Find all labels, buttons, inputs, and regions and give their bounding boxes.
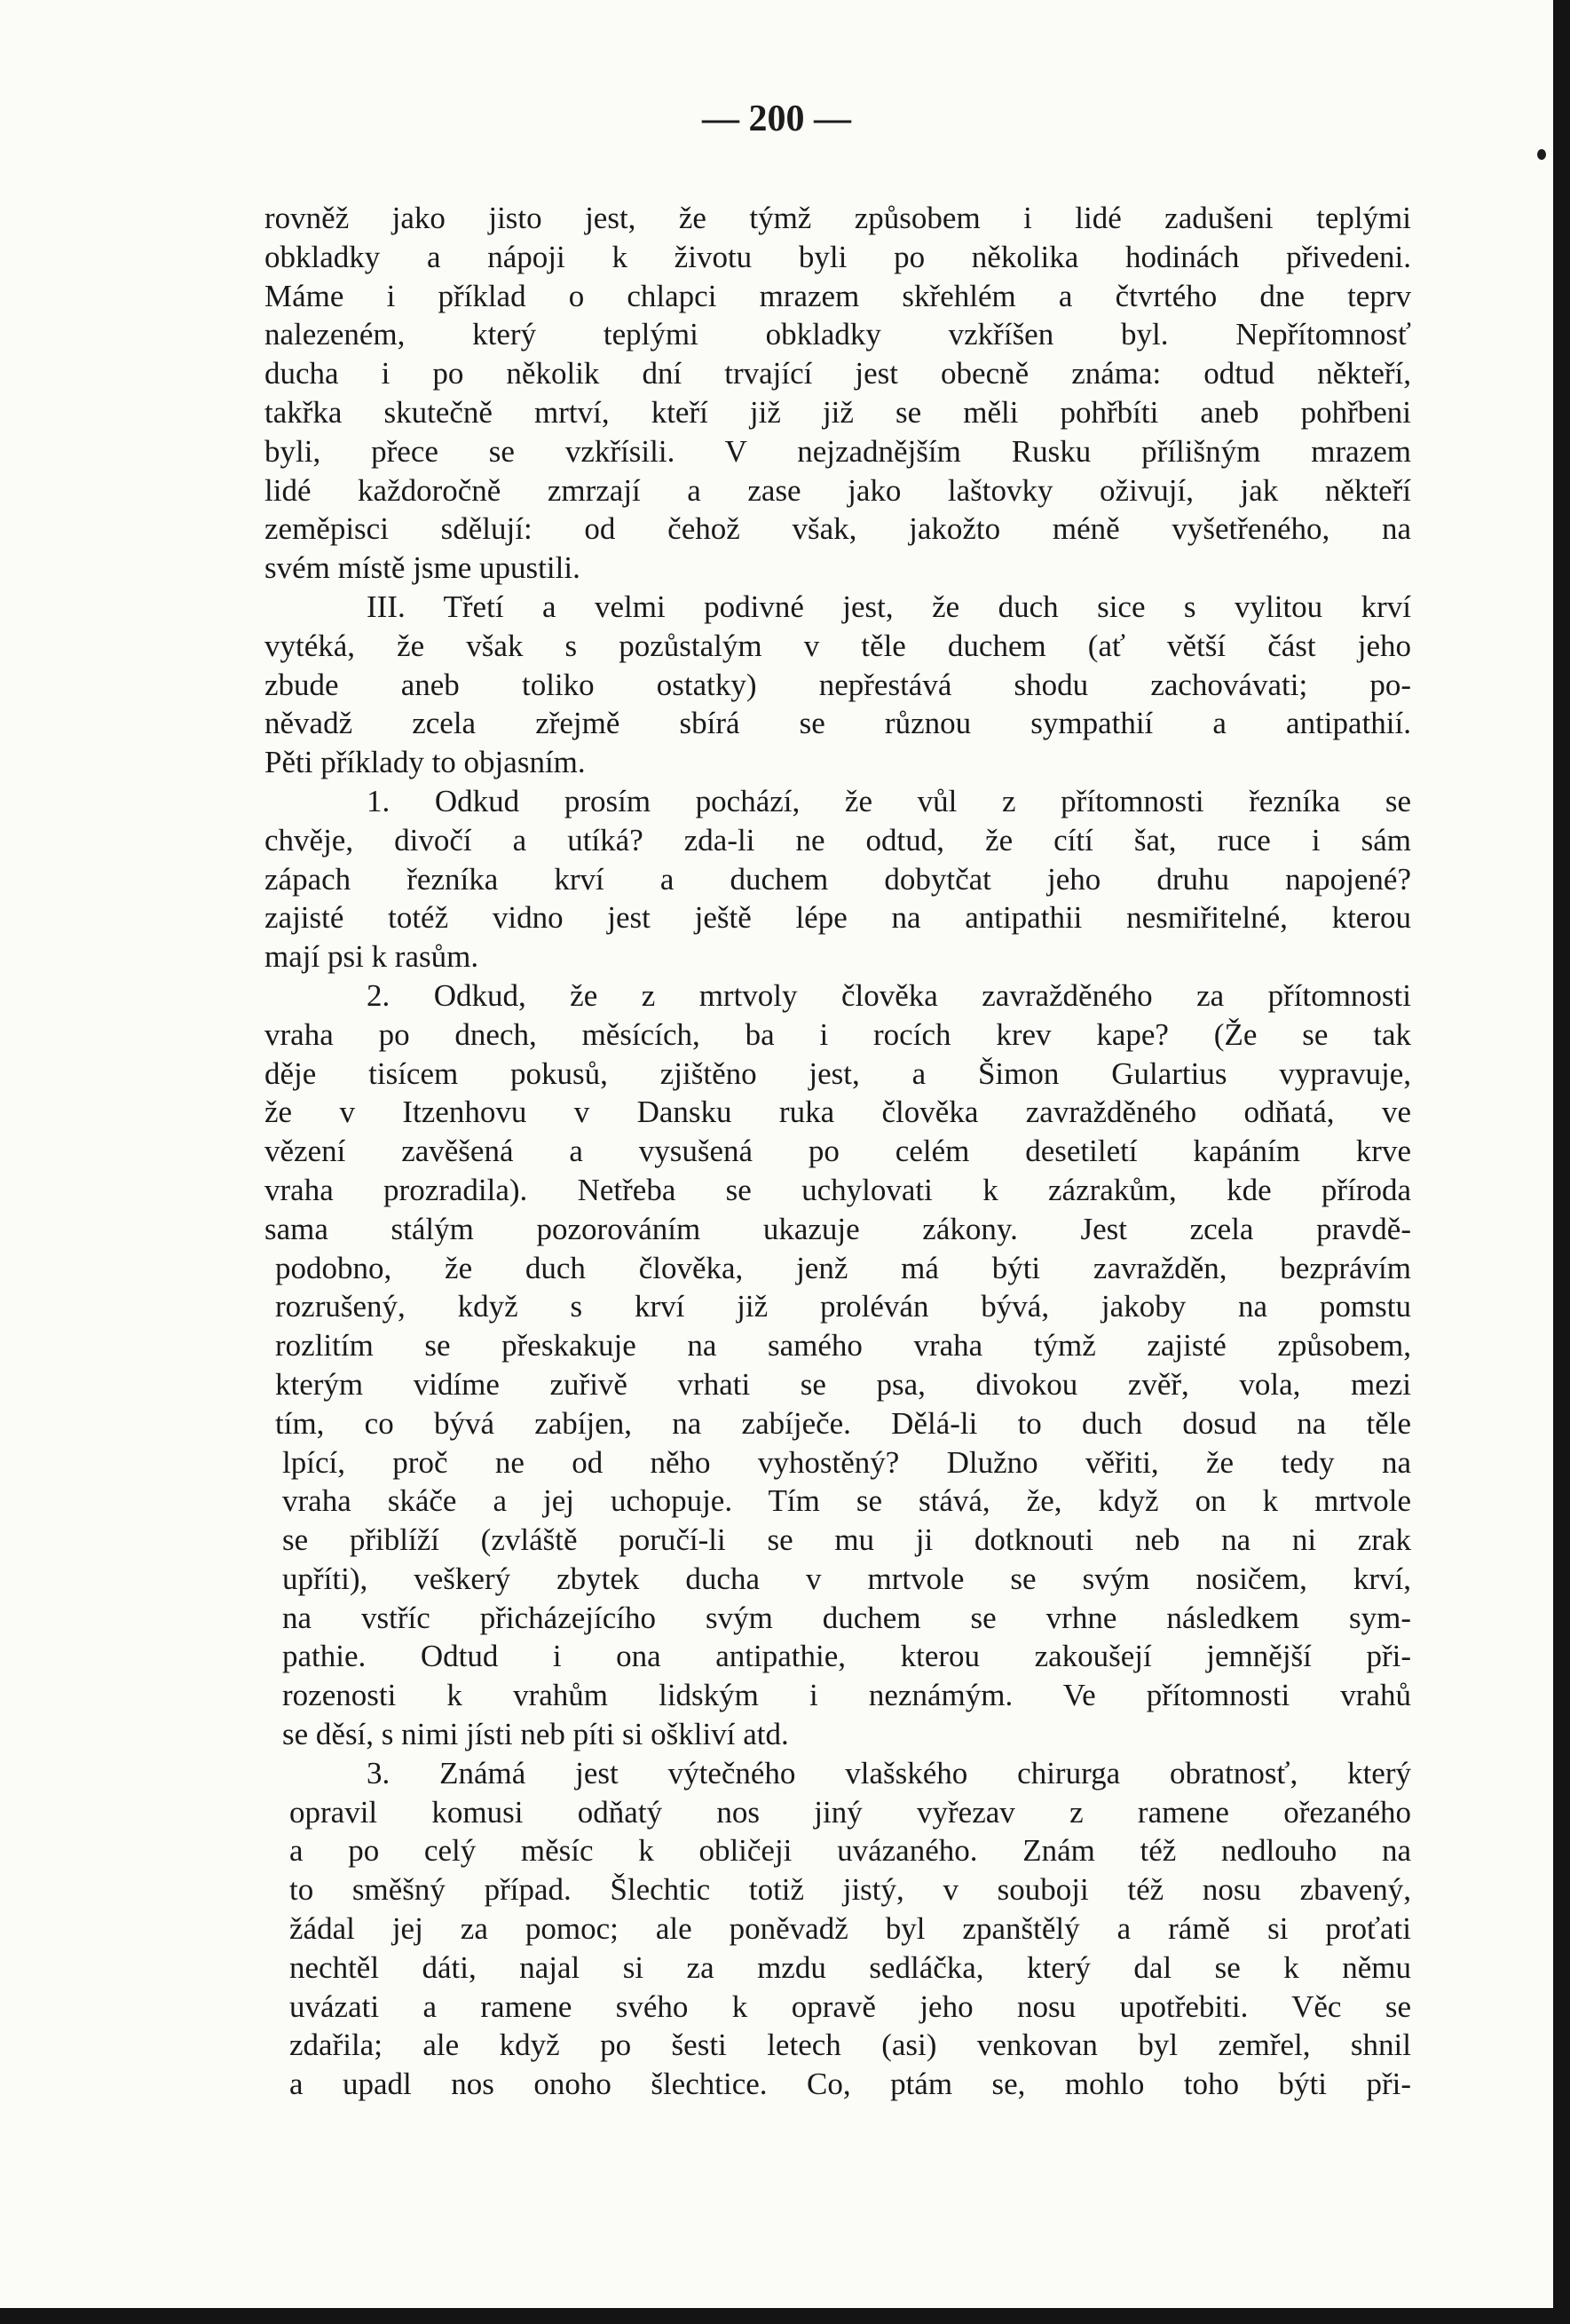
text-line: ducha i po několik dní trvající jest obecně známa: odtud někteří, [264,356,1411,391]
text-line: upříti), veškerý zbytek ducha v mrtvole se svým nosičem, krví, [282,1561,1411,1596]
text-line: zbude aneb toliko ostatky) nepřestává shodu zachovávati; po- [264,667,1411,702]
text-line: chvěje, divočí a utíká? zda-li ne odtud, že cítí šat, ruce i sám [264,822,1411,858]
text-line: lidé každoročně zmrzají a zase jako laštovky oživují, jak někteří [264,472,1411,508]
text-line: se děsí, s nimi jísti neb píti si oškliví atd. [282,1717,789,1752]
text-line: zajisté totéž vidno jest ještě lépe na antipathii nesmiřitelné, kterou [264,900,1411,936]
scan-edge-bottom [0,2308,1570,2324]
text-line: Máme i příklad o chlapci mrazem skřehlém a čtvrtého dne teprv [264,278,1411,313]
text-line: to směšný případ. Šlechtic totiž jistý, v souboji též nosu zbavený, [289,1872,1411,1908]
text-line: kterým vidíme zuřivě vrhati se psa, divokou zvěř, vola, mezi [275,1366,1411,1402]
text-line: nalezeném, který teplými obkladky vzkříšen byl. Nepřítomnosť [264,317,1411,352]
margin-dot [1537,149,1546,160]
text-line: rovněž jako jisto jest, že týmž způsobem i lidé zadušeni teplými [264,201,1411,235]
text-line: tím, co bývá zabíjen, na zabíječe. Dělá-li to duch dosud na těle [275,1405,1411,1441]
text-line: byli, přece se vzkřísili. V nejzadnějším Rusku přílišným mrazem [264,433,1411,469]
text-line: mají psi k rasům. [264,939,479,975]
text-line: nechtěl dáti, najal si za mzdu sedláčka, který dal se k němu [289,1949,1411,1985]
text-line: se přiblíží (zvláště poručí-li se mu ji dotknouti neb na ni zrak [282,1522,1411,1558]
text-line: vraha po dnech, měsících, ba i rocích krev kape? (Že se tak [264,1016,1411,1052]
text-line: na vstříc přicházejícího svým duchem se vrhne následkem sym- [282,1600,1411,1635]
text-line: vytéká, že však s pozůstalým v těle duchem (ať větší část jeho [264,628,1411,663]
body-text [264,199,1411,2104]
text-line: že v Itzenhovu v Dansku ruka člověka zavražděného odňatá, ve [264,1095,1411,1130]
text-line: zápach řezníka krví a duchem dobytčat jeho druhu napojené? [264,861,1411,897]
paragraph-start-1: 1. Odkud prosím pochází, že vůl z přítomnosti řezníka se [367,783,1411,818]
text-line: svém místě jsme upustili. [264,550,580,586]
paragraph-start-2: 2. Odkud, že z mrtvoly člověka zavražděného za přítomnosti [367,977,1411,1013]
text-line: lpící, proč ne od něho vyhostěný? Dlužno věřiti, že tedy na [282,1444,1411,1480]
text-line: rozlitím se přeskakuje na samého vraha týmž zajisté způsobem, [275,1328,1411,1364]
text-line: takřka skutečně mrtví, kteří již již se měli pohřbíti aneb pohřbeni [264,394,1411,430]
text-line: Pěti příklady to objasním. [264,745,586,780]
text-line: rozenosti k vrahům lidským i neznámým. Ve přítomnosti vrahů [282,1678,1411,1713]
text-line: podobno, že duch člověka, jenž má býti zavražděn, bezprávím [275,1250,1411,1285]
text-line: vraha skáče a jej uchopuje. Tím se stává, že, když on k mrtvole [282,1483,1411,1519]
scan-edge-right [1553,0,1570,2324]
text-line: a upadl nos onoho šlechtice. Co, ptám se, mohlo toho býti při- [289,2067,1411,2102]
text-line: zeměpisci sdělují: od čehož však, jakožto méně vyšetřeného, na [264,511,1411,547]
paragraph-start-III: III. Třetí a velmi podivné jest, že duch sice s vylitou krví [367,589,1411,624]
text-line: obkladky a nápoji k životu byli po několika hodinách přivedeni. [264,239,1411,274]
text-line: rozrušený, když s krví již proléván bývá, jakoby na pomstu [275,1289,1411,1324]
text-line: a po celý měsíc k obličeji uvázaného. Znám též nedlouho na [289,1833,1411,1869]
text-line: vraha prozradila). Netřeba se uchylovati k zázrakům, kde příroda [264,1172,1411,1207]
page-number: — 200 — [702,99,851,139]
text-line: děje tisícem pokusů, zjištěno jest, a Šimon Gulartius vypravuje, [264,1055,1411,1091]
text-line: žádal jej za pomoc; ale poněvadž byl zpanštělý a rámě si proťati [289,1911,1411,1947]
text-line: uvázati a ramene svého k opravě jeho nosu upotřebiti. Věc se [289,1988,1411,2024]
text-line: opravil komusi odňatý nos jiný vyřezav z ramene ořezaného [289,1794,1411,1830]
paragraph-start-3: 3. Známá jest výtečného vlašského chirurga obratnosť, který [367,1755,1411,1790]
text-line: sama stálým pozorováním ukazuje zákony. Jest zcela pravdě- [264,1211,1411,1246]
text-line: pathie. Odtud i ona antipathie, kterou zakoušejí jemnější při- [282,1639,1411,1674]
text-line: vězení zavěšená a vysušená po celém desetiletí kapáním krve [264,1134,1411,1169]
text-line: zdařila; ale když po šesti letech (asi) venkovan byl zemřel, shnil [289,2028,1411,2063]
text-line: něvadž zcela zřejmě sbírá se různou sympathií a antipathií. [264,706,1411,741]
